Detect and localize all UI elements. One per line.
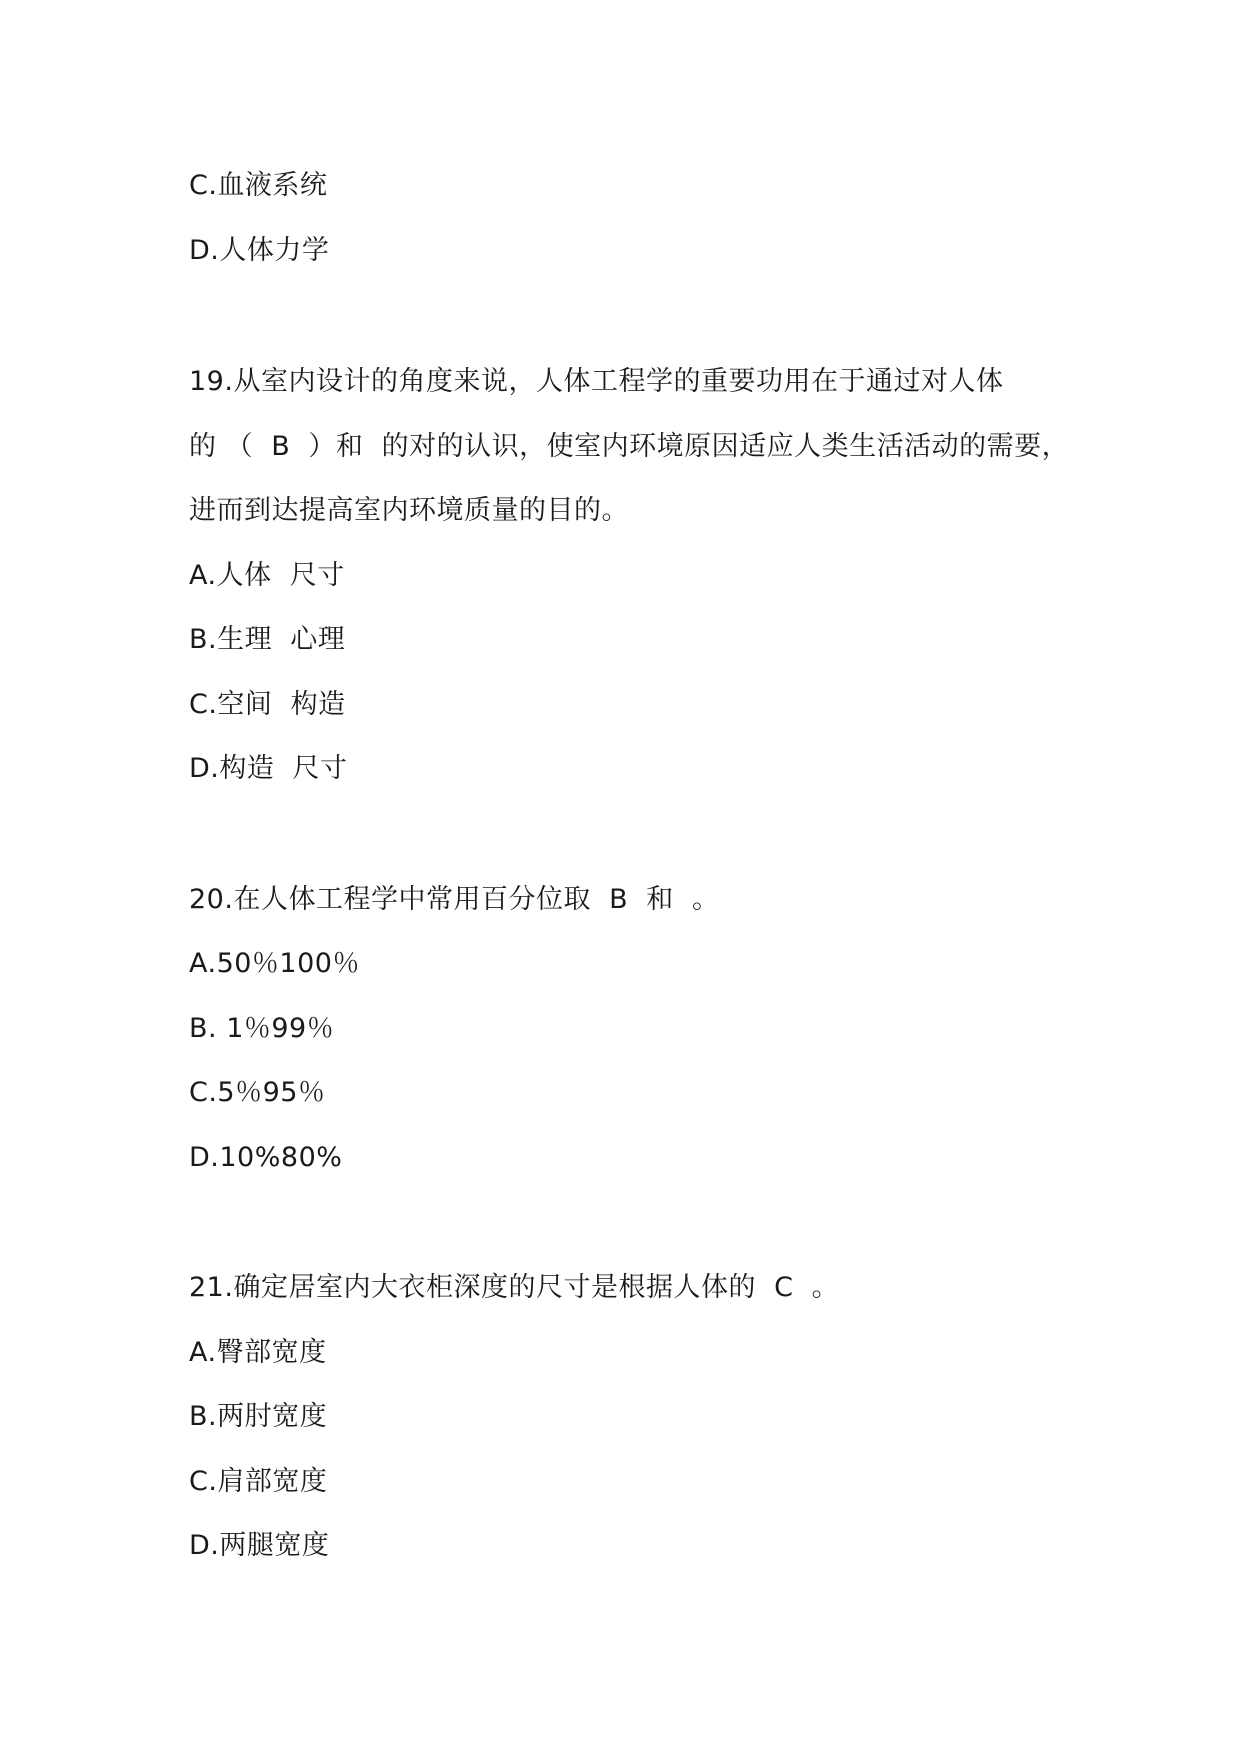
q18-option-c: C.血液系统 (189, 170, 328, 201)
q20-stem: 20.在人体工程学中常用百分位取 B 和 。 (189, 884, 720, 915)
q21-option-b: B.两肘宽度 (189, 1401, 328, 1432)
q18-option-d: D.人体力学 (189, 235, 330, 266)
q19-option-b: B.生理 心理 (189, 624, 346, 655)
q20-option-c: C.5％95％ (189, 1077, 326, 1108)
q19-stem-line-3: 进而到达提高室内环境质量的目的。 (189, 495, 629, 526)
q20-option-d: D.10%80% (189, 1142, 343, 1173)
q20-option-b: B. 1％99％ (189, 1013, 335, 1044)
q19-option-c: C.空间 构造 (189, 689, 346, 720)
q21-option-c: C.肩部宽度 (189, 1466, 328, 1497)
q20-option-a: A.50％100％ (189, 948, 360, 979)
q19-stem-line-2: 的 （ B ）和 的对的认识，使室内环境原因适应人类生活活动的需要， (189, 431, 1070, 462)
q21-option-d: D.两腿宽度 (189, 1530, 330, 1561)
q21-option-a: A.臀部宽度 (189, 1337, 327, 1368)
q19-option-a: A.人体 尺寸 (189, 560, 345, 591)
q21-stem: 21.确定居室内大衣柜深度的尺寸是根据人体的 C 。 (189, 1272, 840, 1303)
q19-option-d: D.构造 尺寸 (189, 753, 348, 784)
q19-stem-line-1: 19.从室内设计的角度来说，人体工程学的重要功用在于通过对人体 (189, 366, 1004, 397)
